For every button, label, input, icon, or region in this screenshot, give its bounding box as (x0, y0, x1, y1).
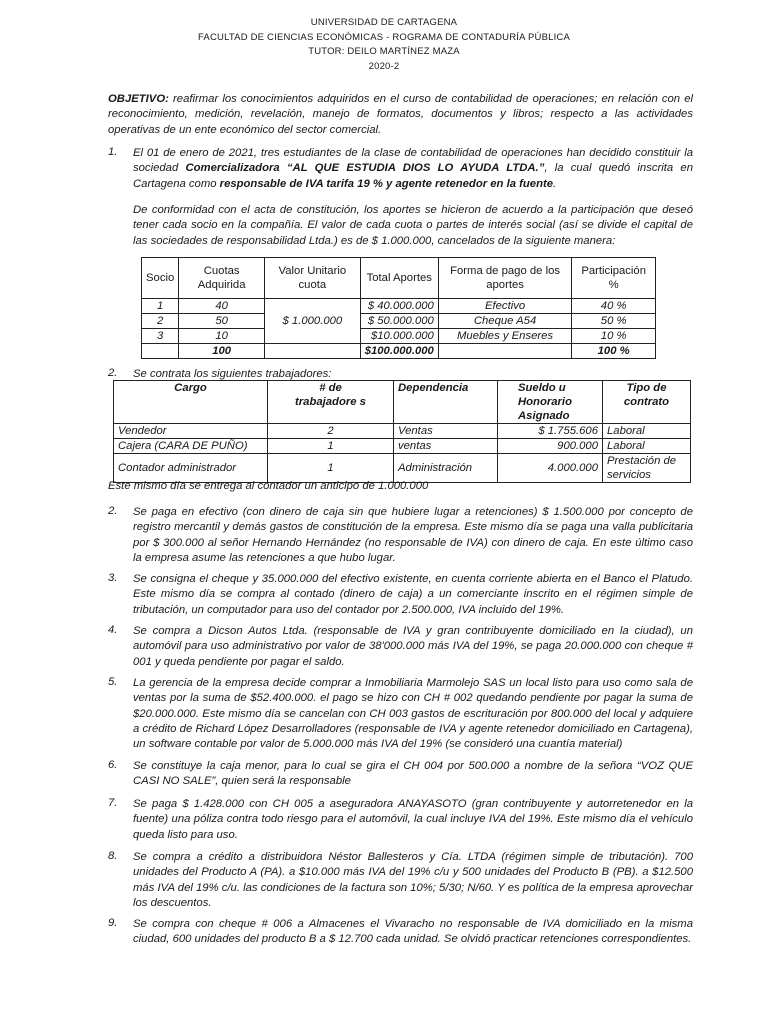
cell: 10 (179, 329, 265, 344)
table-row (142, 299, 656, 314)
item-2-text: Se contrata los siguientes trabajadores: (133, 368, 332, 380)
cell: $10.000.000 (360, 329, 438, 344)
transaction-item: Se paga en efectivo (con dinero de caja sin que hubiere lugar a retenciones) $ 1.500.000 por concepto de registro mercantil y demás gastos de constitución de la empresa. Este mismo día se paga una valla publicitaria por $ 300.000 al señor Hernando Hernández (no responsable de IVA) con dinero de caja. En este último caso la empresa asume las retenciones a que hubo lugar. (133, 506, 693, 564)
header-cell: Participación % (572, 258, 656, 299)
cell: Laboral (603, 439, 691, 454)
header-cell: Total Aportes (360, 258, 438, 299)
header-cell: Valor Unitario cuota (265, 258, 361, 299)
university-name: UNIVERSIDAD DE CARTAGENA (310, 17, 458, 28)
transaction-item: Se compra a crédito a distribuidora Néstor Ballesteros y Cía. LTDA (régimen simple de tributación). 700 unidades del Producto A (PA). a $10.000 más IVA del 19% c/u y 500 unidades del Producto B (PB). a $12.500 más IVA del 19% c/u. las condiciones de la factura son 10%; 5/30; N/60. Y es política de la empresa aprovechar los descuentos. (133, 851, 693, 909)
cell: 1 (268, 454, 394, 483)
workers-table (113, 380, 691, 483)
cell: $ 40.000.000 (360, 299, 438, 314)
header-cell: Dependencia (394, 381, 498, 424)
cell: 2 (142, 314, 179, 329)
item-number: 5. (108, 676, 118, 688)
cell: $ 1.755.606 (498, 424, 603, 439)
cell: 40 (179, 299, 265, 314)
transaction-item: Se compra con cheque # 006 a Almacenes el Vivaracho no responsable de IVA domiciliado en la misma ciudad, 600 unidades del producto B a $ 12.700 cada unidad. Se olvidó practicar retenciones correspondientes. (133, 918, 693, 946)
text: . (553, 177, 557, 190)
cell: 1 (142, 299, 179, 314)
cell: 100 % (572, 344, 656, 359)
objective-paragraph (108, 92, 693, 138)
item-number: 1. (108, 146, 118, 158)
item-number: 2. (108, 505, 118, 517)
faculty-name: FACULTAD DE CIENCIAS ECONÓMICAS - ROGRAMA DE CONTADURÍA PÚBLICA (197, 31, 571, 43)
transaction-item: Se consigna el cheque y 35.000.000 del efectivo existente, en cuenta corriente abierta en el Banco el Platudo. Este mismo día se compra al contado (dinero de caja) a un comerciante inscrito en el régimen simple de tributación, un computador para uso del contador por 2.500.000, IVA incluido del 19%. (133, 573, 693, 616)
cell: 4.000.000 (498, 454, 603, 483)
header-cell: Sueldo u Honorario Asignado (498, 381, 603, 424)
cell: Cajera (CARA DE PUÑO) (114, 439, 268, 454)
cell: 50 (179, 314, 265, 329)
cell: Efectivo (438, 299, 572, 314)
item-number: 7. (108, 797, 118, 809)
cell: $ 50.000.000 (360, 314, 438, 329)
text: , la cual quedó inscrita en Cartagena como (133, 162, 693, 190)
objective-text: reafirmar los conocimientos adquiridos en el curso de contabilidad de operaciones; en relación con el reconocimiento, medición, revelación, manejo de formatos, documentos y libros; respecto a las actividades operativas de un ente económico del sector comercial. (108, 93, 693, 136)
cell: $100.000.000 (360, 344, 438, 359)
transaction-item: Se compra a Dicson Autos Ltda. (responsable de IVA y gran contribuyente domiciliado en la ciudad), un automóvil para uso administrativo por valor de 38'000.000 más IVA del 19%, se paga 20.000.000 con cheque # 001 y queda pendiente por pagar el saldo. (133, 625, 693, 668)
transaction-item: Se paga $ 1.428.000 con CH 005 a aseguradora ANAYASOTO (gran contribuyente y autorretenedor en la fuente) una póliza contra todo riesgo para el automóvil, la cual incluye IVA del 19%. Este mismo día el vehículo queda listo para uso. (133, 798, 693, 841)
cell: Prestación de servicios (603, 454, 691, 483)
partners-table (141, 257, 656, 359)
cell: 40 % (572, 299, 656, 314)
cell: 2 (268, 424, 394, 439)
cell: ventas (394, 439, 498, 454)
item-number: 4. (108, 624, 118, 636)
item-1-text (133, 146, 693, 192)
item-number: 3. (108, 572, 118, 584)
cell: 3 (142, 329, 179, 344)
cell (438, 344, 572, 359)
cell: Cheque A54 (438, 314, 572, 329)
cell: Vendedor (114, 424, 268, 439)
item-number: 8. (108, 850, 118, 862)
table-row (142, 314, 656, 329)
tax-status: responsable de IVA tarifa 19 % y agente retenedor en la fuente (219, 177, 554, 190)
advance-note: Este mismo día se entrega al contador un anticipo de 1.000.000 (108, 480, 429, 492)
document-header (0, 16, 768, 74)
header-cell: Socio (142, 258, 179, 299)
cell: 100 (179, 344, 265, 359)
item-number: 6. (108, 759, 118, 771)
tutor-name: TUTOR: DEILO MARTÍNEZ MAZA (308, 46, 460, 57)
period: 2020-2 (368, 60, 400, 72)
total-row (142, 344, 656, 359)
cell: Contador administrador (114, 454, 268, 483)
cell: 50 % (572, 314, 656, 329)
item-number: 9. (108, 917, 118, 929)
header-cell: Tipo de contrato (603, 381, 691, 424)
header-cell: # de trabajadore s (268, 381, 394, 424)
cell (142, 344, 179, 359)
cell: 10 % (572, 329, 656, 344)
table-row (114, 439, 691, 454)
cell (265, 344, 361, 359)
text: El 01 de enero de 2021, tres estudiantes de la clase de contabilidad de operaciones han decidido constituir la sociedad (133, 147, 693, 175)
contributions-paragraph: De conformidad con el acta de constitución, los aportes se hicieron de acuerdo a la participación que deseó tener cada socio en la compañía. El valor de cada cuota o partes de interés social (así se divide el capital de las sociedades de responsabilidad Ltda.) es de $ 1.000.000, cancelados de la siguiente manera: (133, 204, 693, 247)
header-cell: Cargo (114, 381, 268, 424)
cell: 1 (268, 439, 394, 454)
item-number: 2. (108, 367, 118, 379)
cell: $ 1.000.000 (265, 299, 361, 344)
header-cell: Forma de pago de los aportes (438, 258, 572, 299)
table-row (114, 424, 691, 439)
company-name: Comercializadora “AL QUE ESTUDIA DIOS LO AYUDA LTDA.” (185, 162, 545, 175)
objective-label: OBJETIVO: (108, 93, 169, 105)
cell: 900.000 (498, 439, 603, 454)
table-row (142, 329, 656, 344)
transaction-item: La gerencia de la empresa decide comprar a Inmobiliaria Marmolejo SAS un local listo para uso como sala de ventas por la suma de $52.400.000. el pago se hizo con CH # 002 quedando pendiente por pagar la suma de $20.000.000. Este mismo día se cancelan con CH 003 gastos de escrituración por 800.000 del local y adquiere a crédito de Richard López Desarrolladores (responsable de IVA y agente retenedor domiciliado en Cartagena), un software contable por valor de 5.000.000 más IVA del 19% (se consideró una cuantía material) (133, 677, 693, 751)
cell: Laboral (603, 424, 691, 439)
cell: Muebles y Enseres (438, 329, 572, 344)
transaction-item: Se constituye la caja menor, para lo cual se gira el CH 004 por 500.000 a nombre de la señora “VOZ QUE CASI NO SALE”, quien será la responsable (133, 760, 693, 788)
cell: Administración (394, 454, 498, 483)
header-cell: Cuotas Adquirida (179, 258, 265, 299)
cell: Ventas (394, 424, 498, 439)
